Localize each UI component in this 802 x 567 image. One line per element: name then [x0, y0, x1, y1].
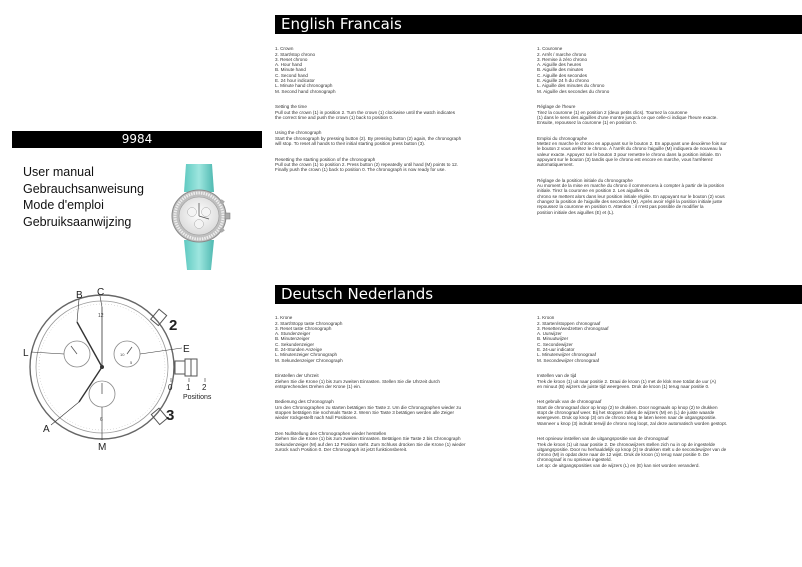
positions-label: Positions	[183, 394, 212, 401]
manual-title-dutch: Gebruiksaanwijzing	[23, 214, 132, 229]
german-setting-time: Einstellen der Uhrzeit Ziehen Sie die Krone (1) bis zum zweiten Einrasten. Stellen Sie die Uhrzeit durch entsprechendes Drehen der Krone (1) ein.	[275, 373, 440, 389]
english-using-chronograph: Using the chronograph Start the chronograph by pressing button (2). By pressing button (2) again, the chronograph will stop. To reset all hands to their initial starting position press button (3).	[275, 130, 462, 147]
dial-6: 6	[100, 417, 103, 423]
german-column	[275, 310, 530, 462]
english-parts-list: 1. Crown 2. Start/stop chrono 3. Reset chrono A. Hour hand B. Minute hand C. Second hand E. 24 hour indicator L. Minute hand chronograph M. Second hand chronograph	[275, 46, 336, 94]
german-resetting-chronograph: Den Nullstellung des Chronographen wieder herstellen Ziehen Sie die Krone (1) bis zum zweiten Einrasten. Betätigen Sie Taste 2 bis Chronograph Sekundenzeiger (M) auf den 12 Position steht. Zum Schluss drücken Sie die Krone (1) wieder zurück nach Position 0. Der Chronograph ist jetzt funktionsbereit.	[275, 430, 466, 452]
english-resetting-chronograph: Resetting the starting position of the chronograph Pull out the crown (1) to position 2. Press button (2) repeatedly until hand (M) points to 12. Finally push the crown (1) back to position 0. The chronograph is now ready for use.	[275, 156, 459, 173]
french-using-chronograph: Emploi du chronographe Mettez en marche le chrono en appuyant sur le bouton 2. En appuyant une deuxième fois sur le bouton 2 vous arrêtez le chrono. À l'arrêt du chrono l'aiguille (M) indiquera de nouveau la valeur exacte. Appuyez sur le bouton 3 pour remettre le chrono dans la position initiale. En appuyant sur le bouton (3) tandis que le chrono est encore en marche, vous l'arrêterez automatiquement.	[537, 135, 727, 168]
label-c: C	[97, 287, 105, 298]
label-l: L	[23, 348, 29, 359]
manual-title-french: Mode d'emploi	[23, 198, 104, 212]
watch-photo	[164, 162, 234, 272]
subdial-5: 5	[130, 360, 133, 365]
label-e: E	[183, 344, 190, 355]
manual-title-german: Gebrauchsanweisung	[23, 181, 144, 196]
english-setting-time: Setting the time Pull out the crown (1) in position 2. Turn the crown (1) clockwise until the watch indicates the correct time and push the crown (1) back to position 0.	[275, 104, 456, 120]
label-m: M	[98, 442, 107, 453]
manual-title-english: User manual	[23, 165, 94, 179]
dutch-using-chronograph: Het gebruik van de chronograaf Start de chronograaf door op knop (2) te drukken. Door nogmaals op knop (2) te drukken stopt de chronograaf weer. Bij het stoppen zullen de wijzers (M) en (L) de juiste waarde weergeven. Druk op knop (3) om de chrono terug te laten keren naar de uitgangspositie. Wanneer u knop (3) indrukt terwijl de chrono nog loopt, zal deze automatisch worden gestopt.	[537, 399, 728, 426]
french-parts-list: 1. Couronne 2. Arrêt / marche chrono 3. Remise à zéro chrono A. Aiguille des heures B. Aiguille des minutes C. Aiguille des secondes E. Aiguille 24 h du chrono L. Aiguille des minutes du chrono M. Aiguille des secondes du chrono	[537, 46, 610, 94]
section-banner-de-nl	[275, 285, 802, 304]
label-button-3: 3	[166, 407, 175, 424]
section-title-de-nl: Deutsch Nederlands	[281, 285, 434, 303]
dutch-parts-list: 1. Kroon 2. Starten/stoppen chronograaf 3. Resetten/wedzetten chronograaf A. Uurwijzer B. Minuutwijzer C. Secondewijzer E. 24-uur indicator L. Minutenwijzer chronograaf M. Secondewijzer chronograaf	[537, 315, 609, 363]
french-setting-time: Réglage de l'heure Tirez la couronne (1) en position 2 (deux petits clics). Tournez la couronne (1) dans le sens des aiguilles d'une montre jusqu'à ce que celle-ci indique l'heure exacte. Ensuite, repoussez la couronne (1) en position 0.	[537, 104, 718, 126]
section-banner-en-fr	[275, 15, 802, 34]
dutch-column	[537, 310, 799, 478]
position-2: 2	[202, 383, 207, 392]
label-a: A	[43, 424, 50, 435]
section-title-en-fr: English Francais	[281, 15, 402, 33]
model-number: 9984	[121, 132, 153, 146]
position-1: 1	[186, 383, 191, 392]
german-parts-list: 1. Krone 2. Start/Stopp taste Chronograph 3. Reset taste Chronograph A. Stundenzeiger B. Minutenzeiger C. Sekundenzeiger E. 24-Stunden Anzeige L. Minutenzeiger Chronograph M. Sekundenzeiger Chronograph	[275, 315, 343, 363]
dial-12: 12	[98, 313, 104, 319]
label-button-2: 2	[169, 317, 178, 334]
french-resetting-chronograph: Réglage de la position initiale du chronographe Au moment de la mise en marche du chrono il commencera à compter à partir de la position initiale. Tirez la couronne en position 2. Les aiguilles du chrono se mettent alors dans leur position initiale réglée. En appuyant sur le bouton (2) vous changez la position de l'aiguille des secondes (M). Après avoir réglé la position initiale juste repoussez la couronne en position 0. Attention : il n'est pas possible de modifier la position initiale des aiguilles (E) et (L).	[537, 177, 725, 215]
manual-title-list	[23, 164, 144, 230]
watch-diagram	[17, 282, 222, 462]
german-using-chronograph: Bedienung des Chronograph Um den Chronographen zu starten betätigen Sie Taste 2. Um die Chronographen wieder zu stoppen betätigen Sie nochmals Taste 2. Wenn Sie Taste 3 betätigen werden alle Zeiger wieder rückgestellt nach Null Positionen.	[275, 399, 462, 421]
subdial-10: 10	[120, 352, 125, 357]
french-column	[537, 41, 799, 225]
position-0: 0	[168, 383, 173, 392]
dutch-setting-time: Instellen van de tijd Trek de kroon (1) uit naar positie 2. Draai de kroon (1) met de klok mee totdat de uur (A) en minuut (B) wijzers de juiste tijd weergeven. Druk de kroon (1) terug naar positie 0.	[537, 373, 717, 389]
dutch-resetting-chronograph: Het opnieuw instellen van de uitgangspositie van de chronograaf Trek de kroon (1) uit naar positie 2. De chronowijzers stellen zich nu in op de ingestelde uitgangspositie. Door nu herhaaldelijk op knop (2) te drukken stelt u de secondewijzer van de chrono (M) in opdat deze naar de 12 wijst. Druk de kroon (1) terug naar positie 0. De chronograaf is nu opnieuw ingesteld. Let op: de uitgangsposities van de wijzers (L) en (E) kan niet worden veranderd.	[537, 436, 727, 468]
english-column	[275, 41, 530, 183]
label-b: B	[76, 290, 83, 301]
model-number-banner	[12, 131, 262, 148]
